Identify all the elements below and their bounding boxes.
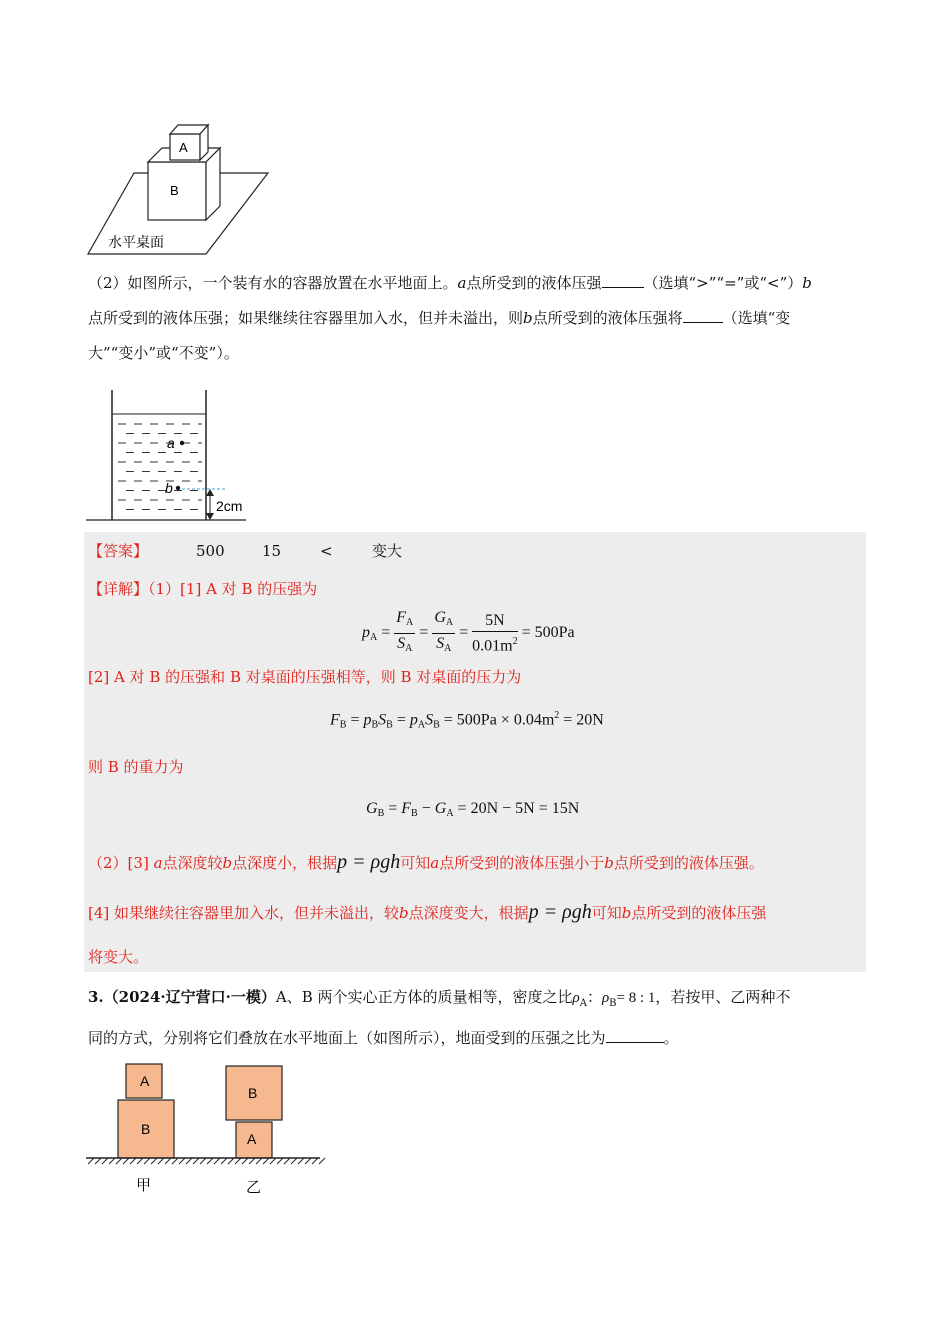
fig2-depth: 2cm (216, 498, 243, 514)
q2-var-b2: b (523, 309, 533, 327)
ground-hatch-line (200, 1158, 206, 1164)
fig1-caption: 水平桌面 (108, 234, 164, 250)
q2-blank-1[interactable] (602, 287, 644, 288)
ground-hatch-line (263, 1158, 269, 1164)
detail-line-3: 则 B 的重力为 (88, 758, 184, 776)
q3-line1-a: A、B 两个实心正方体的质量相等，密度之比 (275, 988, 573, 1006)
q2-line1-pre: （2）如图所示，一个装有水的容器放置在水平地面上。 (88, 274, 458, 292)
ground-hatch-line (207, 1158, 213, 1164)
q2-var-b: b (802, 274, 812, 292)
q2-blank-2[interactable] (683, 322, 723, 323)
answer-3: < (320, 542, 333, 560)
ground-hatch-line (144, 1158, 150, 1164)
ground-hatch-line (179, 1158, 185, 1164)
ground-hatch-line (165, 1158, 171, 1164)
detail-text-1: （1）[1] A 对 B 的压强为 (148, 580, 318, 598)
ground-hatch-line (116, 1158, 122, 1164)
ground-hatch-line (193, 1158, 199, 1164)
q3-line2: 同的方式，分别将它们叠放在水平地面上（如图所示），地面受到的压强之比为 (88, 1029, 606, 1047)
figure-blocks-on-table (86, 118, 276, 258)
ground-hatch-line (88, 1158, 94, 1164)
q2-line1-post: （选填“>”“=”或“<”） (643, 274, 803, 292)
question-3: 3.（2024·辽宁营口·一模）A、B 两个实心正方体的质量相等，密度之比$\rho_A$：$\rho_B= 8$ : 1，若按甲、乙两种不 同的方式，分别将它们叠放在水平地面上（如图所示），地面受到的压强之比为 。 (88, 988, 791, 1047)
ground-hatch-line (221, 1158, 227, 1164)
ground-hatch-line (284, 1158, 290, 1164)
fig3-yi-label: 乙 (246, 1179, 262, 1196)
equation-1: $p_A$ = $\frac{F_A}{S_A}$ = $\frac{G_A}{S_A}$ = $\frac{5N}{0.01m^2}$ = 500Pa (362, 609, 575, 655)
ground-hatch-line (305, 1158, 311, 1164)
q2-var-a: a (457, 274, 467, 292)
fig2-point-a: a (167, 435, 175, 451)
equation-3: $G_B = F_B - G_A = 20N - 5N = 15N$ (366, 800, 580, 819)
equation-2: $F_B = p_BS_B = p_AS_B = 500Pa \times 0.04m^2 = 20N$ (330, 710, 604, 731)
ground-hatch-line (137, 1158, 143, 1164)
q3-blank[interactable] (606, 1042, 664, 1043)
ground-hatch-line (298, 1158, 304, 1164)
q2-line2-end: （选填“变 (722, 309, 791, 327)
q2-line2-post: 点所受到的液体压强将 (532, 309, 683, 327)
fig3-jia-top: A (140, 1073, 150, 1089)
figure-stacked-blocks (86, 1060, 326, 1202)
detail-label: 【详解】 (88, 580, 149, 598)
q3-line1-b: ，若按甲、乙两种不 (655, 988, 791, 1006)
ground-hatch-line (319, 1158, 325, 1164)
answer-1: 500 (196, 542, 225, 560)
fig3-jia-bottom: B (141, 1121, 151, 1137)
ground-hatch-line (186, 1158, 192, 1164)
q3-source: （2024·辽宁营口·一模） (103, 988, 276, 1006)
detail-line-1 (88, 572, 317, 606)
ground-hatch-line (277, 1158, 283, 1164)
ground-hatch-line (291, 1158, 297, 1164)
fig2-point-b: b (165, 480, 173, 496)
ground-hatch-line (172, 1158, 178, 1164)
q2-line3: 大”“变小”或“不变”）。 (88, 344, 239, 362)
ground-hatch-line (130, 1158, 136, 1164)
detail-line-5: [4] 如果继续往容器里加入水，但并未溢出，较b点深度变大，根据p = ρgh可知b点所受到的液体压强 (88, 901, 767, 923)
ground-hatch-line (256, 1158, 262, 1164)
ground-hatch-line (214, 1158, 220, 1164)
fig1-label-b: B (170, 183, 179, 198)
ground-hatch-line (102, 1158, 108, 1164)
ground-hatch-line (228, 1158, 234, 1164)
ground-hatch-line (109, 1158, 115, 1164)
ground-hatch-line (151, 1158, 157, 1164)
ground-hatch-line (242, 1158, 248, 1164)
answer-4: 变大 (372, 542, 403, 560)
fig1-label-a: A (179, 140, 188, 155)
figure-water-container (86, 388, 256, 524)
ground-hatch-line (123, 1158, 129, 1164)
ground-hatch-line (249, 1158, 255, 1164)
fig3-jia-label: 甲 (136, 1177, 152, 1194)
fig3-yi-bottom: A (247, 1131, 257, 1147)
ground-hatch-line (235, 1158, 241, 1164)
ground-hatch-line (158, 1158, 164, 1164)
q2-line1-mid: 点所受到的液体压强 (466, 274, 602, 292)
detail-line-6: 将变大。 (88, 948, 149, 966)
q2-line2-pre: 点所受到的液体压强；如果继续往容器里加入水，但并未溢出，则 (88, 309, 524, 327)
answer-line (88, 534, 403, 568)
answer-label: 【答案】 (88, 542, 149, 560)
ground-hatch-line (270, 1158, 276, 1164)
fig3-yi-top: B (248, 1085, 258, 1101)
ground-hatch-line (312, 1158, 318, 1164)
question-2 (88, 266, 868, 371)
detail-line-2: [2] A 对 B 的压强和 B 对桌面的压强相等，则 B 对桌面的压力为 (88, 668, 522, 686)
detail-line-4: （2）[3] a点深度较b点深度小，根据p = ρgh可知a点所受到的液体压强小于b点所受到的液体压强。 (88, 851, 764, 873)
q3-number: 3. (88, 988, 104, 1006)
answer-2: 15 (262, 542, 282, 560)
ground-hatch-line (95, 1158, 101, 1164)
